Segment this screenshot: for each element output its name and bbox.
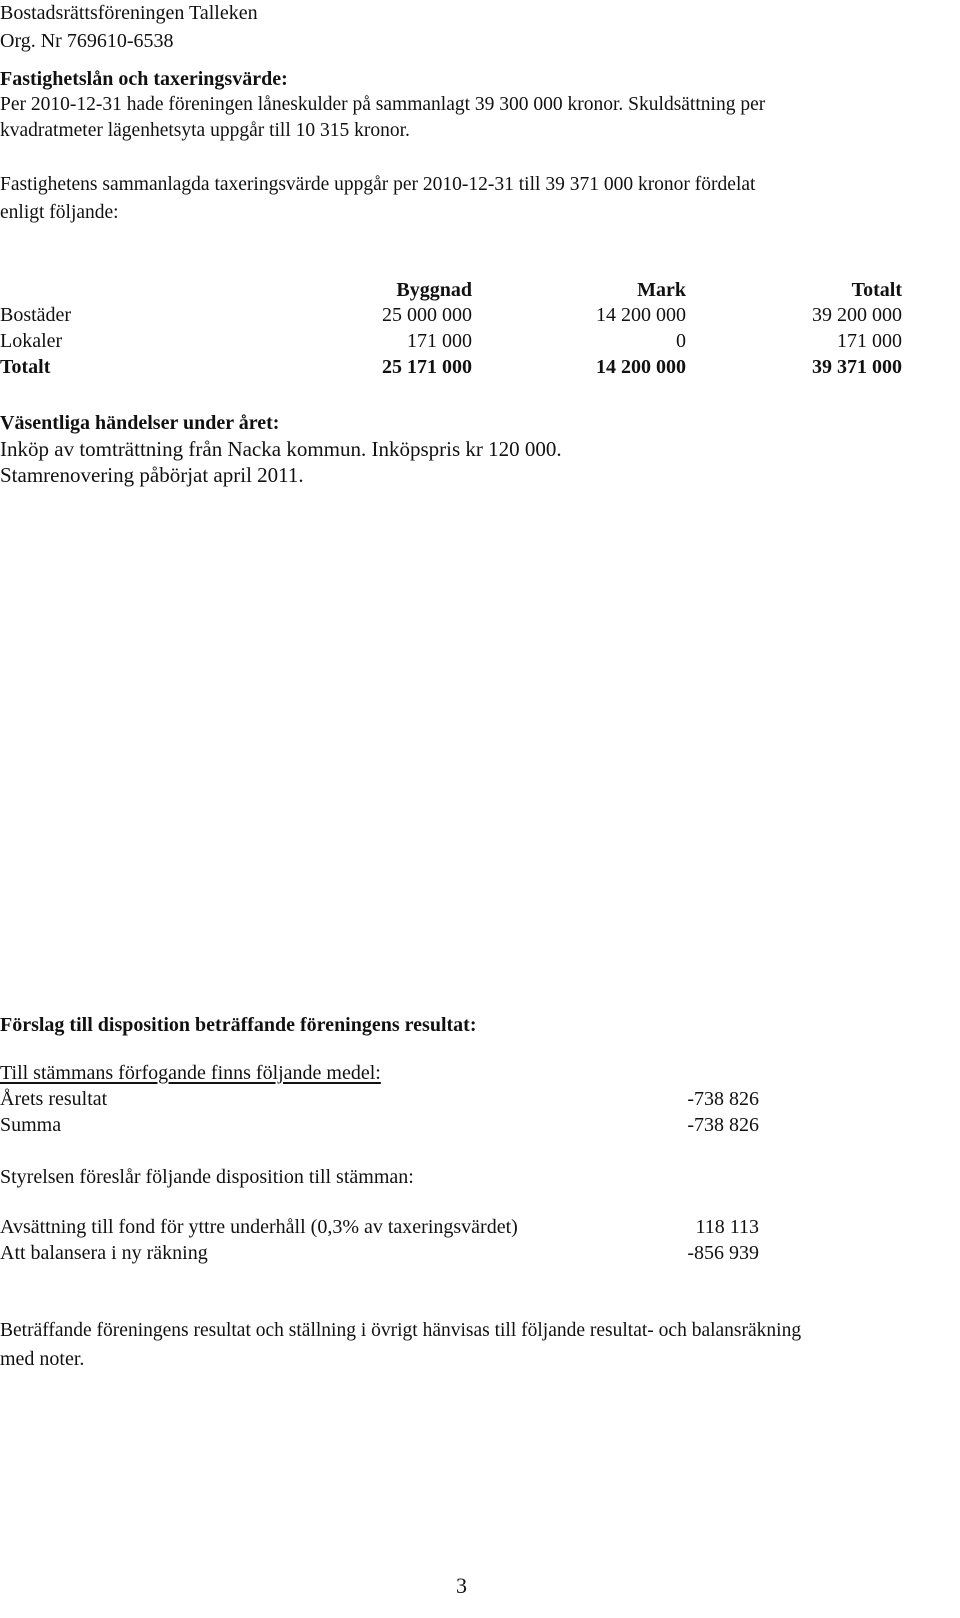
table-cell-totalt: 171 000 <box>837 330 902 352</box>
available-funds-label: Till stämmans förfogande finns följande medel: <box>0 1062 381 1084</box>
events-line2: Stamrenovering påbörjat april 2011. <box>0 463 304 487</box>
available-row-value: -738 826 <box>687 1114 759 1136</box>
table-cell-byggnad: 25 171 000 <box>382 356 472 378</box>
board-proposal-label: Styrelsen föreslår följande disposition till stämman: <box>0 1166 414 1188</box>
proposal-row-value: -856 939 <box>687 1242 759 1264</box>
table-cell-totalt: 39 200 000 <box>812 304 902 326</box>
proposal-row-label: Avsättning till fond för yttre underhåll (0,3% av taxeringsvärdet) <box>0 1216 518 1238</box>
tax-table-header-totalt: Totalt <box>851 279 902 301</box>
page-number: 3 <box>456 1573 467 1598</box>
available-row-value: -738 826 <box>687 1088 759 1110</box>
closing-line1: Beträffande föreningens resultat och ställning i övrigt hänvisas till följande resultat- och balansräkning <box>0 1320 802 1341</box>
proposal-row-value: 118 113 <box>695 1216 759 1238</box>
table-cell-byggnad: 25 000 000 <box>382 304 472 326</box>
events-line1: Inköp av tomträttning från Nacka kommun. Inköpspris kr 120 000. <box>0 437 562 461</box>
table-row-label: Bostäder <box>0 304 72 326</box>
table-row-label: Totalt <box>0 356 51 378</box>
table-row-label: Lokaler <box>0 330 63 352</box>
loans-paragraph-line1: Per 2010-12-31 hade föreningen låneskulder på sammanlagt 39 300 000 kronor. Skuldsättning per <box>0 94 766 115</box>
closing-line2: med noter. <box>0 1348 85 1370</box>
tax-paragraph-line1: Fastighetens sammanlagda taxeringsvärde uppgår per 2010-12-31 till 39 371 000 kronor fördelat <box>0 174 756 195</box>
loans-paragraph-line2: kvadratmeter lägenhetsyta uppgår till 10 315 kronor. <box>0 120 410 141</box>
available-row-label: Årets resultat <box>0 1088 108 1110</box>
events-heading: Väsentliga händelser under året: <box>0 412 280 434</box>
proposal-row-label: Att balansera i ny räkning <box>0 1242 208 1264</box>
table-cell-mark: 14 200 000 <box>596 356 686 378</box>
table-cell-mark: 14 200 000 <box>596 304 686 326</box>
table-cell-mark: 0 <box>676 330 686 352</box>
loans-heading: Fastighetslån och taxeringsvärde: <box>0 68 288 90</box>
table-cell-totalt: 39 371 000 <box>812 356 902 378</box>
tax-table-header-mark: Mark <box>637 279 686 301</box>
org-number: Org. Nr 769610-6538 <box>0 30 174 52</box>
available-row-label: Summa <box>0 1114 62 1136</box>
association-name: Bostadsrättsföreningen Talleken <box>0 2 258 24</box>
tax-table-header-byggnad: Byggnad <box>396 279 472 301</box>
tax-paragraph-line2: enligt följande: <box>0 202 119 223</box>
disposition-heading: Förslag till disposition beträffande föreningens resultat: <box>0 1014 477 1036</box>
table-cell-byggnad: 171 000 <box>407 330 472 352</box>
